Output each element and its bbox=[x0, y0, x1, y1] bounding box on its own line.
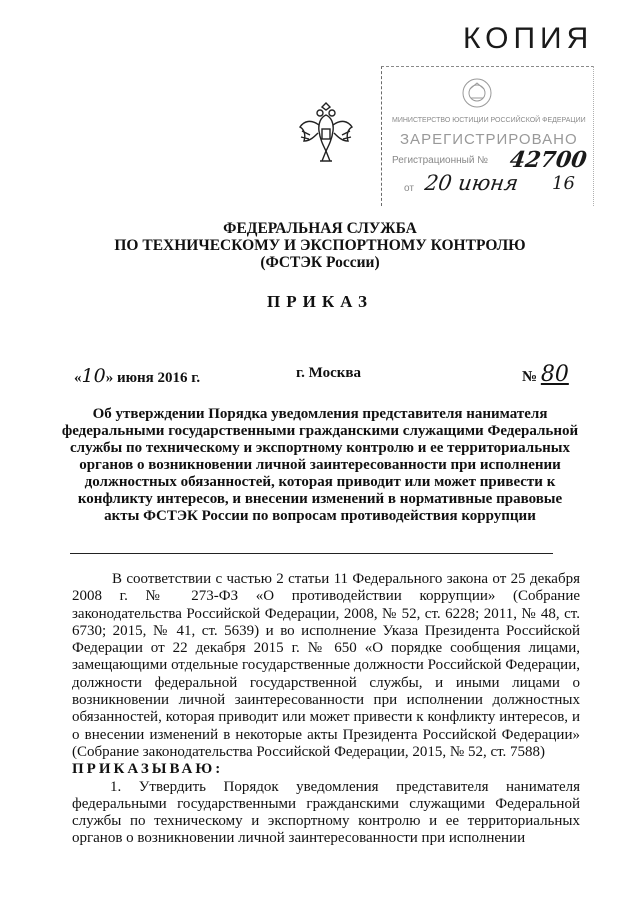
preamble-paragraph: В соответствии с частью 2 статьи 11 Федерального закона от 25 декабря 2008 г. № 273-ФЗ «О противодействии коррупции» (Собрание законодательства Российской Федерации, 2008, № 52, ст. 6228; 2011, № 48, ст. 6730; 2015, № 41, ст. 5639) и во исполнение Указа Президента Российской Федерации от 22 декабря 2015 г. № 650 «О порядке сообщения лицами, замещающими отдельные государственные должности Российской Федерации, должности федеральной государственной службы, и иными лицами о возникновении личной заинтересованности при исполнении должностных обязанностей, которая приводит или может привести к конфликту интересов, и о внесении изменений в некоторые акты Президента Российской Федерации» (Собрание законодательства Российской Федерации, 2015, № 52, ст. 7588) bbox=[72, 571, 580, 760]
org-name-line-2: ПО ТЕХНИЧЕСКОМУ И ЭКСПОРТНОМУ КОНТРОЛЮ bbox=[114, 237, 526, 254]
registration-stamp bbox=[381, 66, 594, 206]
order-city: г. Москва bbox=[296, 365, 361, 381]
stamp-seal-icon bbox=[448, 73, 506, 113]
directive-heading: ПРИКАЗЫВАЮ: bbox=[72, 761, 224, 778]
stamp-reg-label: Регистрационный № bbox=[392, 155, 488, 166]
copy-mark: КОПИЯ bbox=[463, 22, 594, 55]
order-subject: Об утверждении Порядка уведомления представителя нанимателя федеральными государственными гражданскими служащими Федеральной службы по техническому и экспортному контролю и ее территориальных органов о возникновении личной заинтересованности при исполнении должностных обязанностей, которая приводит или может привести к конфликту интересов, и внесении изменений в нормативные правовые акты ФСТЭК России по вопросам противодействия коррупции bbox=[61, 406, 579, 524]
order-date bbox=[74, 365, 200, 387]
document-type-title: ПРИКАЗ bbox=[267, 292, 373, 311]
order-body bbox=[72, 571, 580, 848]
date-open-quote: « bbox=[74, 370, 82, 386]
order-number-label: № bbox=[522, 369, 538, 385]
stamp-reg-number: 42700 bbox=[508, 147, 589, 173]
coat-of-arms-emblem bbox=[296, 101, 356, 171]
subject-divider bbox=[70, 553, 553, 554]
stamp-registered-line: ЗАРЕГИСТРИРОВАНО bbox=[400, 131, 578, 148]
stamp-year-handwritten: 16 bbox=[552, 173, 575, 194]
date-month-year: июня 2016 г. bbox=[113, 370, 201, 386]
date-close-quote: » bbox=[105, 370, 114, 386]
org-name-line-3: (ФСТЭК России) bbox=[260, 254, 380, 271]
date-day-handwritten: 10 bbox=[81, 365, 106, 387]
order-number-handwritten: 80 bbox=[540, 362, 569, 387]
org-name-line-1: ФЕДЕРАЛЬНАЯ СЛУЖБА bbox=[223, 220, 417, 237]
stamp-ministry-line: МИНИСТЕРСТВО ЮСТИЦИИ РОССИЙСКОЙ ФЕДЕРАЦИИ bbox=[392, 117, 586, 124]
stamp-date-handwritten: 20 июня bbox=[423, 171, 520, 195]
order-item-1: 1. Утвердить Порядок уведомления представителя нанимателя федеральными государственными гражданскими служащими Федеральной службы по техническому и экспортному контролю и ее территориальных органов о возникновении личной заинтересованности при исполнении bbox=[72, 778, 580, 847]
stamp-date-prefix: от bbox=[404, 183, 414, 194]
order-number bbox=[522, 362, 569, 387]
